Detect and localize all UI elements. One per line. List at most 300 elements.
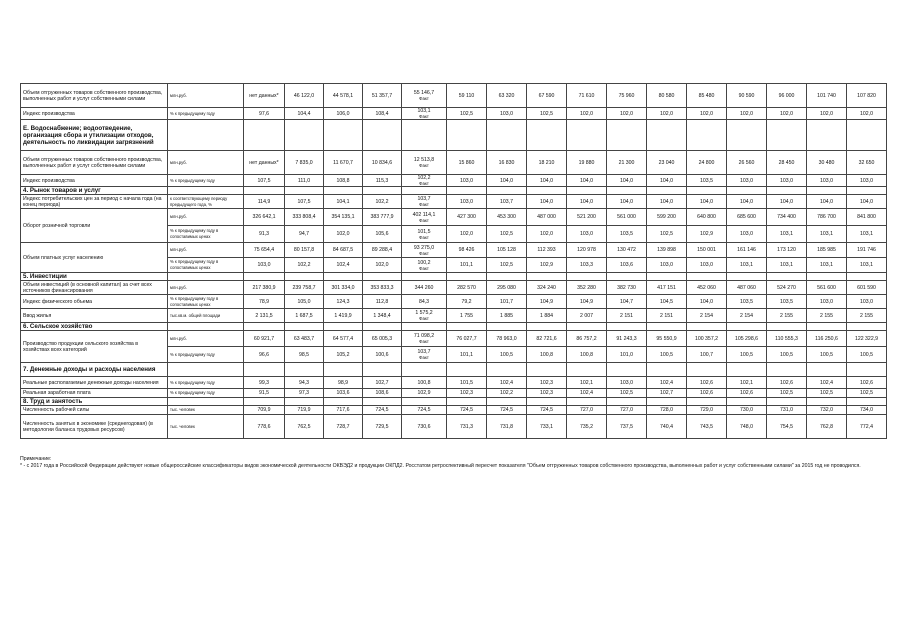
- value-cell: нет данных*: [244, 151, 285, 175]
- value-cell: 740,4: [647, 415, 687, 439]
- value-cell: 2 151: [607, 309, 647, 323]
- value-cell: 104,0: [567, 195, 607, 209]
- empty-cell: [324, 363, 363, 377]
- empty-cell: [324, 398, 363, 406]
- empty-cell: [447, 323, 487, 331]
- empty-cell: [847, 323, 887, 331]
- value-cell: 730,6: [402, 415, 447, 439]
- value-cell: 734,0: [847, 406, 887, 415]
- value-cell: 103,0: [807, 295, 847, 309]
- value-cell: 102,1: [727, 377, 767, 389]
- value-cell: 124,3: [324, 295, 363, 309]
- value-cell: 82 721,6: [527, 331, 567, 347]
- unit-cell: млн.руб.: [168, 209, 244, 226]
- value-cell: 103,0: [447, 195, 487, 209]
- empty-cell: [767, 323, 807, 331]
- empty-cell: [363, 323, 402, 331]
- value-cell: 101 740: [807, 84, 847, 108]
- value-cell: 91 243,3: [607, 331, 647, 347]
- empty-cell: [567, 120, 607, 151]
- value-cell: 101,5: [447, 377, 487, 389]
- value-cell: 103,5: [607, 226, 647, 243]
- value-cell: 104,0: [727, 195, 767, 209]
- value-cell: 139 898: [647, 243, 687, 258]
- fact-label: Факт: [419, 163, 429, 168]
- value-cell: 105 298,6: [727, 331, 767, 347]
- empty-cell: [527, 323, 567, 331]
- value-cell: 102,0: [447, 226, 487, 243]
- value-cell: 51 357,7: [363, 84, 402, 108]
- value-cell: 104,0: [847, 195, 887, 209]
- value-cell: 383 777,9: [363, 209, 402, 226]
- value-cell: 748,0: [727, 415, 767, 439]
- value-cell: 102,5: [847, 389, 887, 398]
- empty-cell: [647, 363, 687, 377]
- value-cell: 102,6: [687, 389, 727, 398]
- value-cell: 102,0: [527, 226, 567, 243]
- value-cell: 78 963,0: [487, 331, 527, 347]
- fact-label: Факт: [419, 265, 429, 271]
- value-cell: 97,6: [244, 108, 285, 120]
- value-cell: 102,4: [807, 377, 847, 389]
- indicator-name: Объем отгруженных товаров собственного производства, выполненных работ и услуг собственными силами: [21, 84, 168, 108]
- table-row: [21, 377, 887, 389]
- empty-cell: [647, 187, 687, 195]
- value-text: 103,1: [417, 108, 431, 114]
- value-cell: 100,8: [527, 347, 567, 363]
- empty-cell: [363, 120, 402, 151]
- value-cell: 727,0: [567, 406, 607, 415]
- unit-cell: млн.руб.: [168, 151, 244, 175]
- empty-cell: [847, 363, 887, 377]
- value-cell: 102,4: [324, 258, 363, 273]
- indicator-name: Объем отгруженных товаров собственного производства, выполненных работ и услуг собственными силами: [21, 151, 168, 175]
- indicator-name: Численность рабочей силы: [21, 406, 168, 415]
- value-cell: 104,0: [767, 195, 807, 209]
- value-cell: 217 380,9: [244, 281, 285, 295]
- unit-cell: % к предыдущему году: [168, 377, 244, 389]
- value-cell: 103,1: [807, 258, 847, 273]
- empty-cell: [168, 398, 244, 406]
- empty-cell: [727, 120, 767, 151]
- empty-cell: [687, 363, 727, 377]
- empty-cell: [402, 273, 447, 281]
- value-cell: 301 334,0: [324, 281, 363, 295]
- value-cell: 103,0: [767, 175, 807, 187]
- empty-cell: [168, 363, 244, 377]
- value-cell: 724,5: [402, 406, 447, 415]
- empty-cell: [727, 363, 767, 377]
- value-cell: 96 000: [767, 84, 807, 108]
- value-cell: [402, 175, 447, 187]
- value-cell: 120 978: [567, 243, 607, 258]
- value-cell: 295 080: [487, 281, 527, 295]
- indicator-name: Объем инвестиций (в основной капитал) за счет всех источников финансирования: [21, 281, 168, 295]
- section-title: 6. Сельское хозяйство: [21, 323, 168, 331]
- empty-cell: [607, 398, 647, 406]
- value-cell: 743,5: [687, 415, 727, 439]
- value-cell: 60 921,7: [244, 331, 285, 347]
- empty-cell: [567, 363, 607, 377]
- value-cell: 344 260: [402, 281, 447, 295]
- value-cell: 730,0: [727, 406, 767, 415]
- value-cell: 84,3: [402, 295, 447, 309]
- value-cell: 731,3: [447, 415, 487, 439]
- empty-cell: [727, 187, 767, 195]
- value-text: 103,7: [417, 349, 431, 355]
- value-cell: 7 835,0: [285, 151, 324, 175]
- unit-cell: % к предыдущему году в сопоставимых ценах: [168, 295, 244, 309]
- table-row: [21, 331, 887, 347]
- footnote-title: Примечание:: [20, 456, 52, 462]
- value-cell: 95 550,9: [647, 331, 687, 347]
- empty-cell: [324, 273, 363, 281]
- empty-cell: [527, 187, 567, 195]
- value-cell: 104,9: [527, 295, 567, 309]
- value-cell: 103,5: [727, 295, 767, 309]
- value-cell: 102,7: [363, 377, 402, 389]
- value-cell: 103,1: [807, 226, 847, 243]
- value-cell: 382 730: [607, 281, 647, 295]
- table-row: [21, 415, 887, 439]
- value-cell: 2 154: [687, 309, 727, 323]
- value-cell: [402, 226, 447, 243]
- value-cell: 104,0: [567, 175, 607, 187]
- table-row: [21, 151, 887, 175]
- empty-cell: [567, 398, 607, 406]
- value-cell: [402, 151, 447, 175]
- value-cell: 63 320: [487, 84, 527, 108]
- value-cell: 122 322,9: [847, 331, 887, 347]
- value-cell: 778,6: [244, 415, 285, 439]
- table-row: [21, 243, 887, 258]
- table-row: [21, 309, 887, 323]
- value-cell: 80 580: [647, 84, 687, 108]
- value-cell: 75 960: [607, 84, 647, 108]
- table-body: [21, 84, 887, 439]
- value-cell: [402, 258, 447, 273]
- value-cell: 103,7: [487, 195, 527, 209]
- unit-cell: тыс. человек: [168, 415, 244, 439]
- value-cell: 104,7: [607, 295, 647, 309]
- empty-cell: [527, 363, 567, 377]
- value-cell: 130 472: [607, 243, 647, 258]
- value-cell: 728,0: [647, 406, 687, 415]
- indicator-name: Индекс производства: [21, 175, 168, 187]
- value-cell: 79,2: [447, 295, 487, 309]
- value-cell: 75 654,4: [244, 243, 285, 258]
- value-cell: 102,7: [647, 389, 687, 398]
- value-cell: 24 800: [687, 151, 727, 175]
- value-cell: 28 450: [767, 151, 807, 175]
- unit-cell: % к предыдущему году в сопоставимых ценах: [168, 258, 244, 273]
- value-cell: 161 146: [727, 243, 767, 258]
- value-cell: 30 480: [807, 151, 847, 175]
- indicator-name: Численность занятых в экономике (среднегодовая) (в методологии баланса трудовых ресурсов): [21, 415, 168, 439]
- empty-cell: [285, 363, 324, 377]
- value-cell: 103,5: [687, 175, 727, 187]
- empty-cell: [168, 323, 244, 331]
- value-cell: 102,2: [487, 389, 527, 398]
- table-row: [21, 175, 887, 187]
- value-cell: 102,0: [847, 108, 887, 120]
- value-cell: 729,0: [687, 406, 727, 415]
- value-cell: 173 120: [767, 243, 807, 258]
- value-cell: 191 746: [847, 243, 887, 258]
- empty-cell: [285, 323, 324, 331]
- section-row: [21, 323, 887, 331]
- value-cell: 102,6: [727, 389, 767, 398]
- value-cell: 19 880: [567, 151, 607, 175]
- empty-cell: [324, 120, 363, 151]
- empty-cell: [447, 398, 487, 406]
- value-cell: 100 357,2: [687, 331, 727, 347]
- value-cell: 107,5: [285, 195, 324, 209]
- section-title: 5. Инвестиции: [21, 273, 168, 281]
- value-cell: 103,3: [567, 258, 607, 273]
- value-cell: 103,0: [244, 258, 285, 273]
- value-cell: 26 560: [727, 151, 767, 175]
- value-cell: 114,9: [244, 195, 285, 209]
- empty-cell: [727, 323, 767, 331]
- value-cell: 102,0: [647, 108, 687, 120]
- value-cell: 71 610: [567, 84, 607, 108]
- indicator-name: Оборот розничной торговли: [21, 209, 168, 243]
- value-cell: 104,1: [324, 195, 363, 209]
- value-cell: 733,1: [527, 415, 567, 439]
- value-cell: 100,8: [567, 347, 607, 363]
- value-cell: [402, 347, 447, 363]
- fact-label: Факт: [419, 181, 429, 186]
- value-cell: 105,0: [285, 295, 324, 309]
- empty-cell: [607, 120, 647, 151]
- value-cell: 102,5: [527, 108, 567, 120]
- empty-cell: [363, 363, 402, 377]
- table-row: [21, 108, 887, 120]
- table-row: [21, 209, 887, 226]
- value-cell: 731,0: [767, 406, 807, 415]
- value-cell: 103,0: [567, 226, 607, 243]
- value-text: 93 275,0: [413, 244, 435, 251]
- table-row: [21, 406, 887, 415]
- fact-label: Факт: [419, 234, 429, 240]
- value-cell: 67 590: [527, 84, 567, 108]
- value-cell: 115,3: [363, 175, 402, 187]
- indicator-name: Реальная заработная плата: [21, 389, 168, 398]
- value-cell: 103,1: [847, 226, 887, 243]
- empty-cell: [168, 273, 244, 281]
- value-cell: 112,8: [363, 295, 402, 309]
- value-cell: 417 151: [647, 281, 687, 295]
- value-cell: 104,0: [807, 195, 847, 209]
- value-cell: 105,6: [363, 226, 402, 243]
- value-cell: [402, 243, 447, 258]
- value-cell: 724,5: [527, 406, 567, 415]
- unit-cell: % к предыдущему году в сопоставимых ценах: [168, 226, 244, 243]
- value-cell: [402, 195, 447, 209]
- empty-cell: [244, 187, 285, 195]
- value-cell: 10 834,6: [363, 151, 402, 175]
- value-cell: 102,3: [447, 389, 487, 398]
- value-cell: 104,0: [527, 195, 567, 209]
- value-cell: 102,6: [687, 377, 727, 389]
- value-cell: 116 250,6: [807, 331, 847, 347]
- value-cell: 107 820: [847, 84, 887, 108]
- value-cell: 100,5: [807, 347, 847, 363]
- value-cell: 102,0: [324, 226, 363, 243]
- value-cell: 185 985: [807, 243, 847, 258]
- value-cell: 102,6: [847, 377, 887, 389]
- value-cell: 102,0: [363, 258, 402, 273]
- value-cell: 772,4: [847, 415, 887, 439]
- value-cell: 102,0: [807, 108, 847, 120]
- empty-cell: [487, 398, 527, 406]
- footnote-text: * - с 2017 года в Российской Федерации действуют новые общероссийские классификаторы видов экономической деятельности ОКВЭД2 и продукции ОКПД2. Росстатом ретроспективный пересчет показателя "Объем отгруженных товаров собственного производства, выполненных работ и услуг собственными силами" за 2015 год не проводился.: [20, 462, 861, 469]
- empty-cell: [807, 273, 847, 281]
- value-cell: 21 300: [607, 151, 647, 175]
- value-cell: 102,3: [527, 389, 567, 398]
- indicator-name: Производство продукции сельского хозяйства в хозяйствах всех категорий: [21, 331, 168, 363]
- value-cell: 727,0: [607, 406, 647, 415]
- empty-cell: [807, 187, 847, 195]
- value-cell: 32 650: [847, 151, 887, 175]
- empty-cell: [607, 187, 647, 195]
- value-cell: 100,7: [687, 347, 727, 363]
- empty-cell: [647, 120, 687, 151]
- value-cell: 102,4: [567, 389, 607, 398]
- value-cell: 352 280: [567, 281, 607, 295]
- value-cell: 103,1: [727, 258, 767, 273]
- value-cell: 80 157,8: [285, 243, 324, 258]
- value-cell: 96,6: [244, 347, 285, 363]
- value-cell: 239 758,7: [285, 281, 324, 295]
- value-text: 55 146,7: [413, 90, 435, 96]
- value-cell: 101,1: [447, 258, 487, 273]
- empty-cell: [847, 273, 887, 281]
- empty-cell: [527, 273, 567, 281]
- value-cell: 98,5: [285, 347, 324, 363]
- table-row: [21, 295, 887, 309]
- indicator-name: Ввод жилья: [21, 309, 168, 323]
- value-cell: 104,0: [607, 175, 647, 187]
- empty-cell: [847, 120, 887, 151]
- fact-label: Факт: [419, 202, 429, 207]
- value-cell: 103,1: [847, 258, 887, 273]
- empty-cell: [363, 187, 402, 195]
- empty-cell: [363, 398, 402, 406]
- fact-label: Факт: [419, 114, 429, 119]
- table-row: [21, 281, 887, 295]
- value-cell: 86 757,2: [567, 331, 607, 347]
- value-cell: 353 833,3: [363, 281, 402, 295]
- value-cell: 99,3: [244, 377, 285, 389]
- value-cell: 100,5: [647, 347, 687, 363]
- value-cell: 453 300: [487, 209, 527, 226]
- empty-cell: [647, 273, 687, 281]
- value-cell: 104,9: [567, 295, 607, 309]
- value-cell: 102,0: [687, 108, 727, 120]
- value-cell: 94,7: [285, 226, 324, 243]
- value-cell: 724,5: [487, 406, 527, 415]
- empty-cell: [687, 120, 727, 151]
- section-row: [21, 187, 887, 195]
- value-cell: 734 400: [767, 209, 807, 226]
- value-cell: 63 483,7: [285, 331, 324, 347]
- value-cell: 150 001: [687, 243, 727, 258]
- value-cell: 102,5: [487, 258, 527, 273]
- value-text: 100,2: [417, 259, 431, 266]
- value-cell: 599 200: [647, 209, 687, 226]
- unit-cell: млн.руб.: [168, 281, 244, 295]
- value-cell: 103,1: [767, 226, 807, 243]
- value-text: 1 575,2: [415, 310, 433, 316]
- value-cell: 89 288,4: [363, 243, 402, 258]
- empty-cell: [687, 187, 727, 195]
- value-cell: 104,0: [687, 295, 727, 309]
- unit-cell: % к предыдущему году: [168, 108, 244, 120]
- empty-cell: [607, 363, 647, 377]
- value-cell: 91,5: [244, 389, 285, 398]
- value-cell: 100,5: [727, 347, 767, 363]
- unit-cell: % к предыдущему году: [168, 175, 244, 187]
- unit-cell: млн.руб.: [168, 331, 244, 347]
- empty-cell: [324, 187, 363, 195]
- empty-cell: [567, 323, 607, 331]
- value-cell: 326 642,1: [244, 209, 285, 226]
- value-cell: 23 040: [647, 151, 687, 175]
- empty-cell: [447, 363, 487, 377]
- value-cell: 487 000: [527, 209, 567, 226]
- value-cell: 452 060: [687, 281, 727, 295]
- table-row: [21, 84, 887, 108]
- value-cell: 98,9: [324, 377, 363, 389]
- value-cell: 103,0: [807, 175, 847, 187]
- value-cell: 102,9: [687, 226, 727, 243]
- value-cell: 717,6: [324, 406, 363, 415]
- indicator-name: Индекс физического объема: [21, 295, 168, 309]
- value-cell: 2 155: [807, 309, 847, 323]
- unit-cell: % к предыдущему году: [168, 389, 244, 398]
- value-text: 103,7: [417, 196, 431, 202]
- value-cell: 102,9: [527, 258, 567, 273]
- value-text: 12 513,8: [413, 157, 435, 163]
- value-cell: 102,2: [363, 195, 402, 209]
- section-title: Е. Водоснабжение; водоотведение, организация сбора и утилизации отходов, деятельность по ликвидации загрязнений: [21, 120, 168, 151]
- empty-cell: [285, 398, 324, 406]
- empty-cell: [687, 273, 727, 281]
- value-cell: 104,5: [647, 295, 687, 309]
- value-cell: 102,5: [487, 226, 527, 243]
- empty-cell: [447, 120, 487, 151]
- empty-cell: [687, 323, 727, 331]
- fact-label: Факт: [419, 339, 429, 344]
- empty-cell: [402, 363, 447, 377]
- value-cell: 102,1: [567, 377, 607, 389]
- value-cell: 737,5: [607, 415, 647, 439]
- empty-cell: [807, 120, 847, 151]
- empty-cell: [607, 273, 647, 281]
- value-cell: 110 555,3: [767, 331, 807, 347]
- value-cell: 104,0: [647, 175, 687, 187]
- value-cell: 728,7: [324, 415, 363, 439]
- fact-label: Факт: [419, 250, 429, 256]
- value-cell: 103,1: [767, 258, 807, 273]
- fact-label: Факт: [419, 217, 429, 223]
- value-cell: 2 154: [727, 309, 767, 323]
- empty-cell: [244, 273, 285, 281]
- empty-cell: [285, 187, 324, 195]
- empty-cell: [244, 120, 285, 151]
